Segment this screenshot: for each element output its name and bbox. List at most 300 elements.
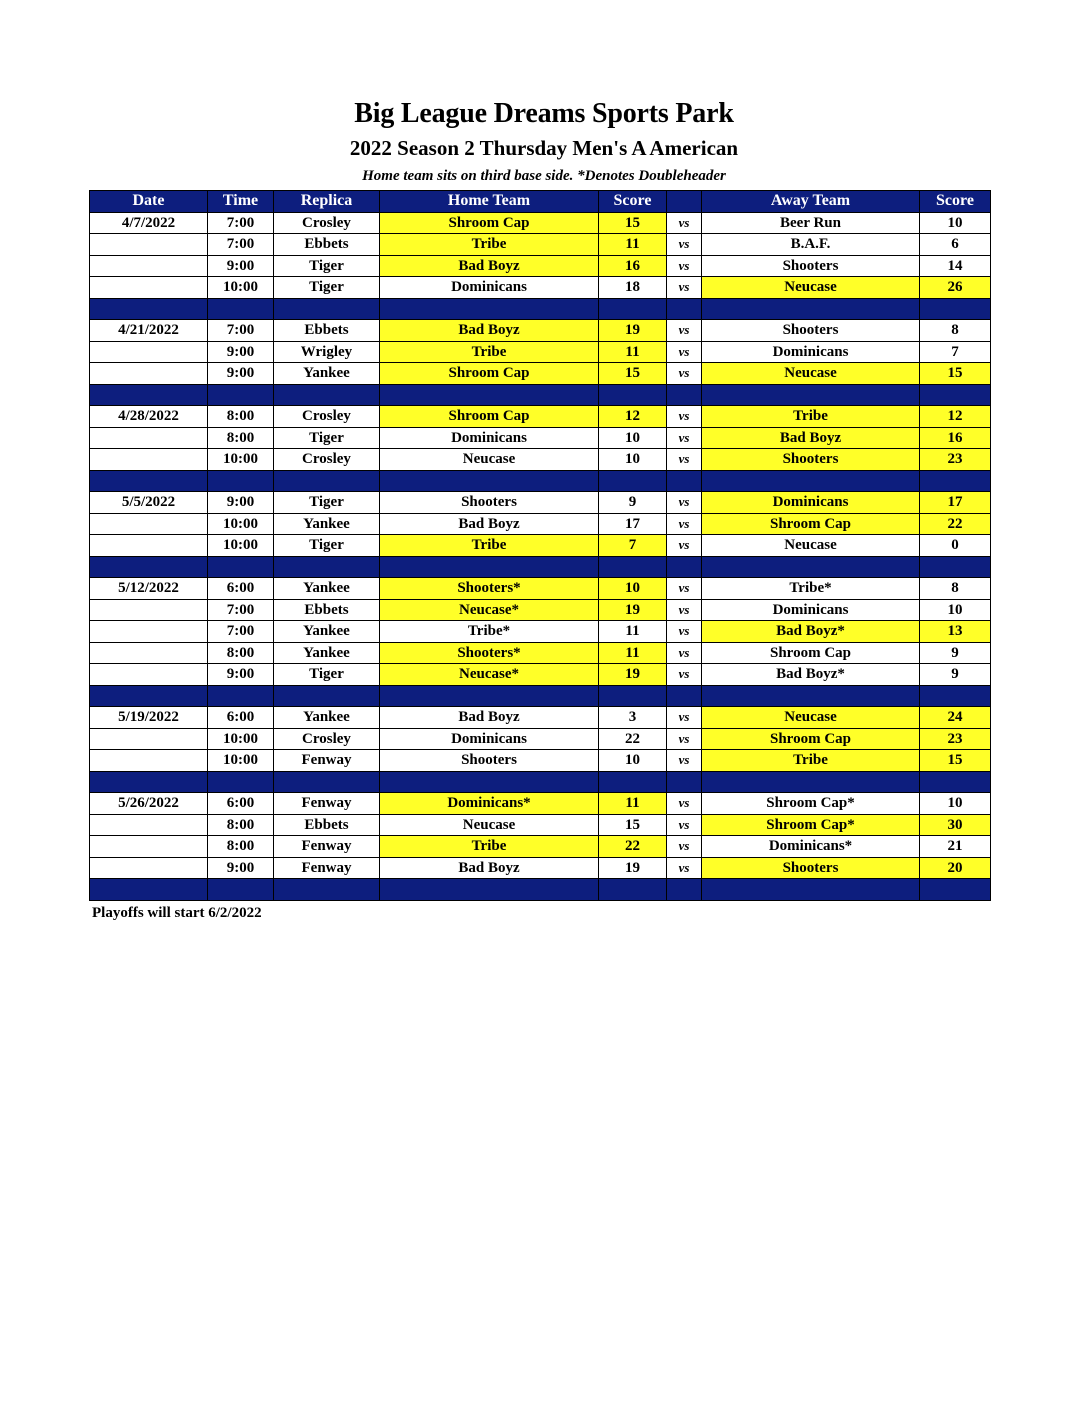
- game-field: Yankee: [274, 513, 380, 535]
- game-row: [90, 492, 991, 514]
- separator-cell: [380, 470, 599, 492]
- away-team: Bad Boyz*: [702, 621, 920, 643]
- away-team: Shroom Cap: [702, 513, 920, 535]
- game-time: 7:00: [208, 320, 274, 342]
- away-score: 24: [920, 707, 991, 729]
- game-date: [90, 621, 208, 643]
- away-score: 26: [920, 277, 991, 299]
- vs-label: vs: [667, 728, 702, 750]
- separator-cell: [920, 556, 991, 578]
- away-team: Tribe*: [702, 578, 920, 600]
- game-date: 4/7/2022: [90, 212, 208, 234]
- game-field: Fenway: [274, 857, 380, 879]
- away-score: 10: [920, 212, 991, 234]
- vs-label: vs: [667, 513, 702, 535]
- week-separator: [90, 384, 991, 406]
- vs-label: vs: [667, 814, 702, 836]
- away-score: 23: [920, 728, 991, 750]
- game-date: 5/19/2022: [90, 707, 208, 729]
- home-score: 11: [599, 234, 667, 256]
- game-row: [90, 427, 991, 449]
- home-team: Shooters*: [380, 578, 599, 600]
- game-field: Ebbets: [274, 814, 380, 836]
- game-field: Fenway: [274, 836, 380, 858]
- home-team: Bad Boyz: [380, 513, 599, 535]
- game-date: 5/12/2022: [90, 578, 208, 600]
- separator-cell: [380, 879, 599, 901]
- separator-cell: [667, 685, 702, 707]
- separator-cell: [274, 556, 380, 578]
- game-row: [90, 255, 991, 277]
- away-team: Neucase: [702, 277, 920, 299]
- game-time: 7:00: [208, 621, 274, 643]
- game-date: [90, 599, 208, 621]
- vs-label: vs: [667, 793, 702, 815]
- separator-cell: [702, 556, 920, 578]
- away-score: 6: [920, 234, 991, 256]
- week-separator: [90, 685, 991, 707]
- away-score: 8: [920, 320, 991, 342]
- game-row: [90, 320, 991, 342]
- game-time: 10:00: [208, 277, 274, 299]
- away-team: Dominicans: [702, 341, 920, 363]
- week-separator: [90, 771, 991, 793]
- vs-label: vs: [667, 255, 702, 277]
- home-score: 19: [599, 857, 667, 879]
- away-score: 10: [920, 793, 991, 815]
- vs-label: vs: [667, 836, 702, 858]
- game-row: [90, 750, 991, 772]
- game-date: [90, 642, 208, 664]
- home-score: 9: [599, 492, 667, 514]
- home-score: 22: [599, 836, 667, 858]
- away-score: 12: [920, 406, 991, 428]
- home-team: Tribe: [380, 234, 599, 256]
- doubleheader-note: Home team sits on third base side. *Denotes Doubleheader: [362, 168, 726, 184]
- separator-cell: [90, 556, 208, 578]
- home-team: Tribe: [380, 535, 599, 557]
- home-score: 19: [599, 320, 667, 342]
- away-score: 22: [920, 513, 991, 535]
- game-time: 10:00: [208, 750, 274, 772]
- vs-label: vs: [667, 621, 702, 643]
- home-team: Dominicans: [380, 728, 599, 750]
- separator-cell: [667, 556, 702, 578]
- game-row: [90, 728, 991, 750]
- game-date: [90, 513, 208, 535]
- vs-label: vs: [667, 363, 702, 385]
- away-team: Dominicans: [702, 492, 920, 514]
- game-time: 10:00: [208, 449, 274, 471]
- away-score: 10: [920, 599, 991, 621]
- playoffs-footer: Playoffs will start 6/2/2022: [92, 905, 262, 921]
- away-score: 8: [920, 578, 991, 600]
- separator-cell: [208, 685, 274, 707]
- away-team: Tribe: [702, 406, 920, 428]
- home-score: 15: [599, 814, 667, 836]
- separator-cell: [208, 879, 274, 901]
- away-score: 9: [920, 642, 991, 664]
- vs-label: vs: [667, 642, 702, 664]
- separator-cell: [90, 879, 208, 901]
- separator-cell: [920, 879, 991, 901]
- separator-cell: [208, 470, 274, 492]
- away-team: Neucase: [702, 535, 920, 557]
- away-score: 23: [920, 449, 991, 471]
- home-team: Dominicans: [380, 277, 599, 299]
- col-header-date: Date: [90, 191, 208, 213]
- game-time: 10:00: [208, 513, 274, 535]
- separator-cell: [599, 470, 667, 492]
- home-score: 10: [599, 750, 667, 772]
- away-team: Beer Run: [702, 212, 920, 234]
- separator-cell: [667, 470, 702, 492]
- home-score: 7: [599, 535, 667, 557]
- game-time: 9:00: [208, 363, 274, 385]
- col-header-replica: Replica: [274, 191, 380, 213]
- game-row: [90, 406, 991, 428]
- separator-cell: [920, 771, 991, 793]
- away-team: Dominicans: [702, 599, 920, 621]
- game-date: [90, 728, 208, 750]
- game-date: 4/28/2022: [90, 406, 208, 428]
- home-team: Tribe: [380, 341, 599, 363]
- game-field: Yankee: [274, 578, 380, 600]
- home-score: 16: [599, 255, 667, 277]
- col-header-home-score: Score: [599, 191, 667, 213]
- vs-label: vs: [667, 750, 702, 772]
- vs-label: vs: [667, 599, 702, 621]
- home-score: 17: [599, 513, 667, 535]
- game-row: [90, 212, 991, 234]
- game-date: [90, 535, 208, 557]
- vs-label: vs: [667, 664, 702, 686]
- separator-cell: [274, 384, 380, 406]
- separator-cell: [208, 556, 274, 578]
- separator-cell: [702, 470, 920, 492]
- game-field: Ebbets: [274, 320, 380, 342]
- home-score: 10: [599, 427, 667, 449]
- away-team: Dominicans*: [702, 836, 920, 858]
- vs-label: vs: [667, 320, 702, 342]
- home-score: 11: [599, 621, 667, 643]
- vs-label: vs: [667, 427, 702, 449]
- game-field: Crosley: [274, 406, 380, 428]
- game-time: 9:00: [208, 664, 274, 686]
- away-team: Bad Boyz: [702, 427, 920, 449]
- separator-cell: [380, 771, 599, 793]
- away-score: 7: [920, 341, 991, 363]
- vs-label: vs: [667, 857, 702, 879]
- separator-cell: [274, 470, 380, 492]
- week-separator: [90, 556, 991, 578]
- game-row: [90, 664, 991, 686]
- vs-label: vs: [667, 578, 702, 600]
- home-score: 3: [599, 707, 667, 729]
- separator-cell: [380, 384, 599, 406]
- game-field: Tiger: [274, 664, 380, 686]
- game-date: 4/21/2022: [90, 320, 208, 342]
- separator-cell: [702, 298, 920, 320]
- vs-label: vs: [667, 449, 702, 471]
- game-field: Fenway: [274, 750, 380, 772]
- schedule-table: [89, 190, 991, 901]
- game-time: 9:00: [208, 492, 274, 514]
- separator-cell: [667, 298, 702, 320]
- away-team: Shooters: [702, 857, 920, 879]
- away-score: 20: [920, 857, 991, 879]
- separator-cell: [599, 879, 667, 901]
- home-team: Neucase: [380, 449, 599, 471]
- separator-cell: [274, 879, 380, 901]
- game-row: [90, 363, 991, 385]
- game-field: Yankee: [274, 707, 380, 729]
- separator-cell: [667, 771, 702, 793]
- game-field: Fenway: [274, 793, 380, 815]
- away-team: Tribe: [702, 750, 920, 772]
- separator-cell: [599, 771, 667, 793]
- home-score: 11: [599, 642, 667, 664]
- home-team: Tribe: [380, 836, 599, 858]
- home-team: Shooters: [380, 750, 599, 772]
- separator-cell: [667, 384, 702, 406]
- away-score: 16: [920, 427, 991, 449]
- game-field: Tiger: [274, 255, 380, 277]
- game-field: Wrigley: [274, 341, 380, 363]
- separator-cell: [599, 384, 667, 406]
- game-field: Yankee: [274, 363, 380, 385]
- home-team: Bad Boyz: [380, 255, 599, 277]
- game-time: 6:00: [208, 707, 274, 729]
- game-field: Tiger: [274, 492, 380, 514]
- home-score: 10: [599, 578, 667, 600]
- vs-label: vs: [667, 212, 702, 234]
- away-team: Shroom Cap: [702, 728, 920, 750]
- separator-cell: [274, 685, 380, 707]
- home-team: Shooters*: [380, 642, 599, 664]
- vs-label: vs: [667, 492, 702, 514]
- separator-cell: [380, 556, 599, 578]
- page-title: Big League Dreams Sports Park: [354, 98, 734, 129]
- game-date: [90, 814, 208, 836]
- week-separator: [90, 298, 991, 320]
- game-time: 7:00: [208, 212, 274, 234]
- vs-label: vs: [667, 406, 702, 428]
- game-date: [90, 664, 208, 686]
- game-row: [90, 513, 991, 535]
- game-time: 6:00: [208, 578, 274, 600]
- game-date: [90, 255, 208, 277]
- game-row: [90, 341, 991, 363]
- page-subtitle: 2022 Season 2 Thursday Men's A American: [349, 136, 739, 160]
- game-date: [90, 363, 208, 385]
- game-field: Crosley: [274, 449, 380, 471]
- home-team: Neucase*: [380, 664, 599, 686]
- col-header-vs: [667, 191, 702, 213]
- separator-cell: [90, 771, 208, 793]
- col-header-home-team: Home Team: [380, 191, 599, 213]
- away-score: 17: [920, 492, 991, 514]
- away-team: Shroom Cap: [702, 642, 920, 664]
- game-row: [90, 814, 991, 836]
- away-team: Shooters: [702, 449, 920, 471]
- away-score: 15: [920, 750, 991, 772]
- separator-cell: [380, 685, 599, 707]
- home-team: Bad Boyz: [380, 320, 599, 342]
- separator-cell: [599, 298, 667, 320]
- game-time: 8:00: [208, 814, 274, 836]
- away-team: Bad Boyz*: [702, 664, 920, 686]
- away-score: 9: [920, 664, 991, 686]
- game-date: [90, 857, 208, 879]
- vs-label: vs: [667, 707, 702, 729]
- separator-cell: [702, 879, 920, 901]
- home-team: Shroom Cap: [380, 212, 599, 234]
- home-team: Dominicans: [380, 427, 599, 449]
- game-field: Crosley: [274, 212, 380, 234]
- game-row: [90, 642, 991, 664]
- game-date: [90, 277, 208, 299]
- home-score: 19: [599, 599, 667, 621]
- separator-cell: [380, 298, 599, 320]
- home-score: 15: [599, 363, 667, 385]
- week-separator: [90, 470, 991, 492]
- home-score: 10: [599, 449, 667, 471]
- game-row: [90, 234, 991, 256]
- game-row: [90, 857, 991, 879]
- away-team: Shroom Cap*: [702, 814, 920, 836]
- game-date: [90, 427, 208, 449]
- home-team: Tribe*: [380, 621, 599, 643]
- away-score: 21: [920, 836, 991, 858]
- game-field: Yankee: [274, 621, 380, 643]
- game-time: 7:00: [208, 599, 274, 621]
- away-score: 13: [920, 621, 991, 643]
- game-field: Crosley: [274, 728, 380, 750]
- game-date: [90, 341, 208, 363]
- home-score: 19: [599, 664, 667, 686]
- game-row: [90, 621, 991, 643]
- game-time: 10:00: [208, 535, 274, 557]
- game-row: [90, 449, 991, 471]
- separator-cell: [90, 470, 208, 492]
- separator-cell: [667, 879, 702, 901]
- game-row: [90, 707, 991, 729]
- game-field: Ebbets: [274, 234, 380, 256]
- game-row: [90, 578, 991, 600]
- table-header-row: [90, 191, 991, 213]
- home-team: Bad Boyz: [380, 857, 599, 879]
- col-header-away-score: Score: [920, 191, 991, 213]
- game-date: [90, 449, 208, 471]
- vs-label: vs: [667, 535, 702, 557]
- game-row: [90, 836, 991, 858]
- home-team: Shroom Cap: [380, 406, 599, 428]
- away-score: 30: [920, 814, 991, 836]
- game-date: [90, 750, 208, 772]
- home-score: 22: [599, 728, 667, 750]
- home-team: Shooters: [380, 492, 599, 514]
- separator-cell: [208, 384, 274, 406]
- separator-cell: [90, 298, 208, 320]
- separator-cell: [599, 556, 667, 578]
- home-score: 11: [599, 793, 667, 815]
- game-field: Tiger: [274, 277, 380, 299]
- game-date: 5/5/2022: [90, 492, 208, 514]
- game-row: [90, 599, 991, 621]
- game-field: Tiger: [274, 427, 380, 449]
- game-time: 10:00: [208, 728, 274, 750]
- game-date: [90, 836, 208, 858]
- home-score: 12: [599, 406, 667, 428]
- separator-cell: [702, 771, 920, 793]
- separator-cell: [920, 685, 991, 707]
- separator-cell: [90, 685, 208, 707]
- away-team: Shroom Cap*: [702, 793, 920, 815]
- vs-label: vs: [667, 234, 702, 256]
- game-field: Tiger: [274, 535, 380, 557]
- game-row: [90, 277, 991, 299]
- separator-cell: [920, 470, 991, 492]
- game-time: 9:00: [208, 255, 274, 277]
- game-time: 8:00: [208, 406, 274, 428]
- separator-cell: [208, 771, 274, 793]
- vs-label: vs: [667, 341, 702, 363]
- away-team: Shooters: [702, 255, 920, 277]
- home-team: Shroom Cap: [380, 363, 599, 385]
- home-score: 18: [599, 277, 667, 299]
- game-date: 5/26/2022: [90, 793, 208, 815]
- game-time: 7:00: [208, 234, 274, 256]
- home-team: Neucase: [380, 814, 599, 836]
- vs-label: vs: [667, 277, 702, 299]
- home-score: 11: [599, 341, 667, 363]
- schedule-body: [90, 212, 991, 900]
- separator-cell: [90, 384, 208, 406]
- col-header-time: Time: [208, 191, 274, 213]
- away-score: 14: [920, 255, 991, 277]
- game-field: Yankee: [274, 642, 380, 664]
- away-team: Neucase: [702, 363, 920, 385]
- separator-cell: [920, 298, 991, 320]
- game-time: 8:00: [208, 836, 274, 858]
- game-time: 8:00: [208, 427, 274, 449]
- week-separator: [90, 879, 991, 901]
- separator-cell: [274, 771, 380, 793]
- separator-cell: [208, 298, 274, 320]
- away-team: Shooters: [702, 320, 920, 342]
- col-header-away-team: Away Team: [702, 191, 920, 213]
- game-time: 8:00: [208, 642, 274, 664]
- separator-cell: [599, 685, 667, 707]
- game-row: [90, 535, 991, 557]
- away-score: 0: [920, 535, 991, 557]
- separator-cell: [702, 384, 920, 406]
- game-time: 9:00: [208, 341, 274, 363]
- home-team: Bad Boyz: [380, 707, 599, 729]
- game-field: Ebbets: [274, 599, 380, 621]
- away-team: B.A.F.: [702, 234, 920, 256]
- away-team: Neucase: [702, 707, 920, 729]
- separator-cell: [274, 298, 380, 320]
- game-time: 9:00: [208, 857, 274, 879]
- home-team: Neucase*: [380, 599, 599, 621]
- game-row: [90, 793, 991, 815]
- separator-cell: [920, 384, 991, 406]
- game-time: 6:00: [208, 793, 274, 815]
- separator-cell: [702, 685, 920, 707]
- away-score: 15: [920, 363, 991, 385]
